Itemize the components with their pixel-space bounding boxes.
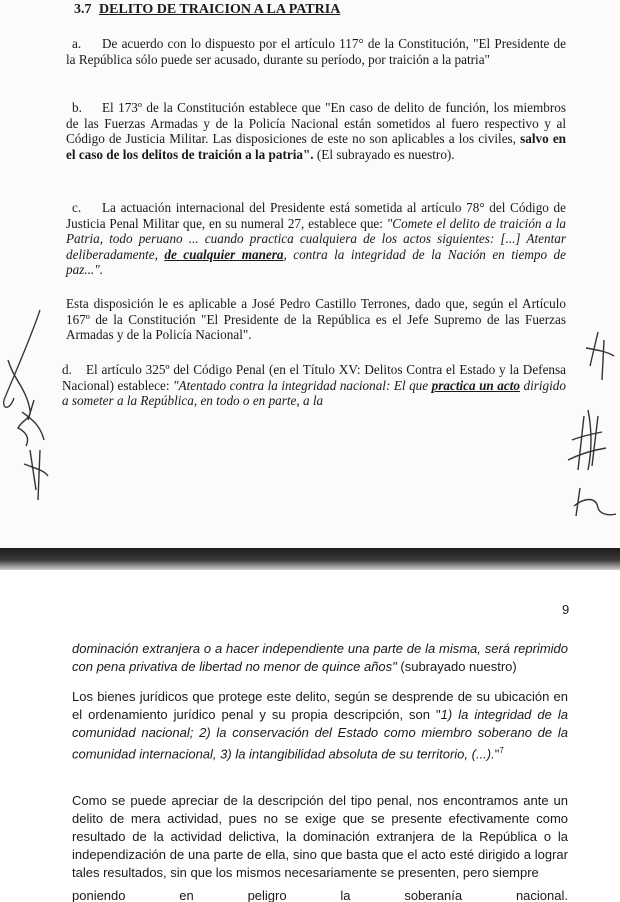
footnote-ref: 7 xyxy=(499,746,504,755)
paragraph-legal-goods xyxy=(72,688,568,763)
legal-goods-end: " xyxy=(494,746,500,762)
paragraph-a xyxy=(66,36,566,67)
paragraph-d-emphasis: practica un acto xyxy=(431,377,520,393)
paragraph-a-text: De acuerdo con lo dispuesto por el artículo 117° de la Constitución, "El Presidente de la República sólo puede ser acusado, durante su período, por traición a la patria" xyxy=(66,36,566,67)
paragraph-c-quote: "Comete el delito de traición a la Patria, todo peruano ... cuando practica cualquiera de los actos siguientes: [...] Atentar deliberadamente, xyxy=(66,215,566,262)
paragraph-b-label: b. xyxy=(72,100,82,115)
paragraph-c-quote-end: , contra la integridad de la Nación en tiempo de paz...". xyxy=(66,246,567,278)
paragraph-c-text: La actuación internacional del Presidente está sometida al artículo 78° del Código de Justicia Penal Militar que, en su numeral 27, establece que: xyxy=(66,200,566,231)
legal-goods-text: Los bienes jurídicos que protege este delito, según se desprende de su ubicación en el ordenamiento jurídico penal y su propia descripción, son " xyxy=(72,689,568,722)
paragraph-b xyxy=(66,100,566,162)
page-number: 9 xyxy=(562,602,570,617)
paragraph-d-quote-end: dirigido a someter a la República, en todo o en parte, a la xyxy=(62,377,566,409)
last-line-word: nacional. xyxy=(515,888,568,902)
page-break-divider xyxy=(0,548,620,570)
paragraph-c-emphasis: de cualquier manera xyxy=(164,246,284,262)
left-signature-icon xyxy=(0,300,70,510)
paragraph-c xyxy=(66,200,566,278)
paragraph-d xyxy=(62,362,566,409)
last-line-word: soberanía xyxy=(404,888,463,902)
paragraph-d-quote: "Atentado contra la integridad nacional: El que xyxy=(173,377,432,393)
paragraph-analysis: Como se puede apreciar de la descripción del tipo penal, nos encontramos ante un delito de mera actividad, pues no se exige que se presente efectivamente como resultado de la actividad delictiva, la dominación extranjera de la República o la independización de una parte de ella, sino que basta que el acto esté dirigido a lograr tales resultados, sin que los mismos necesariamente se presenten, pero siempre xyxy=(72,793,568,880)
paragraph-c-label: c. xyxy=(72,200,82,215)
last-line-word: en xyxy=(179,888,194,902)
section-title: DELITO DE TRAICION A LA PATRIA xyxy=(99,2,341,17)
paragraph-continuation xyxy=(72,640,568,676)
continuation-note: (subrayado nuestro) xyxy=(396,659,517,674)
legal-goods-quote: 1) la integridad de la comunidad nacional; 2) la conservación del Estado como miembro soberano de la comunidad internacional, 3) la intangibilidad absoluta de su territorio, (...). xyxy=(72,707,568,762)
last-line-word: la xyxy=(340,888,351,902)
paragraph-a-label: a. xyxy=(72,36,82,51)
document-page-bottom xyxy=(0,570,620,902)
paragraph-b-text-end: (El subrayado es nuestro). xyxy=(313,146,455,162)
paragraph-d-text: El artículo 325º del Código Penal (en el Título XV: Delitos Contra el Estado y la Defensa Nacional) establece: xyxy=(62,362,566,393)
paragraph-analysis-last-line xyxy=(72,888,568,902)
continuation-quote: dominación extranjera o a hacer independiente una parte de la misma, será reprimido con pena privativa de libertad no menor de quince años" xyxy=(72,641,568,674)
paragraph-applicable: Esta disposición le es aplicable a José Pedro Castillo Terrones, dado que, según el Artículo 167º de la Constitución "El Presidente de la República es el Jefe Supremo de las Fuerzas Armadas y de la Policía Nacional". xyxy=(66,296,566,343)
last-line-word: poniendo xyxy=(72,888,126,902)
section-number: 3.7 xyxy=(74,2,92,17)
right-signature-icon xyxy=(558,320,620,530)
paragraph-d-label: d. xyxy=(62,362,72,377)
section-heading xyxy=(74,2,340,18)
last-line-word: peligro xyxy=(247,888,287,902)
paragraph-b-text: El 173º de la Constitución establece que "En caso de delito de función, los miembros de las Fuerzas Armadas y de la Policía Nacional están sometidos al fuero respectivo y al Código de Justicia Militar. Las disposiciones de este no son aplicables a los civiles, xyxy=(66,100,566,147)
paragraph-b-bold: salvo en el caso de los delitos de traición a la patria". xyxy=(66,131,567,162)
